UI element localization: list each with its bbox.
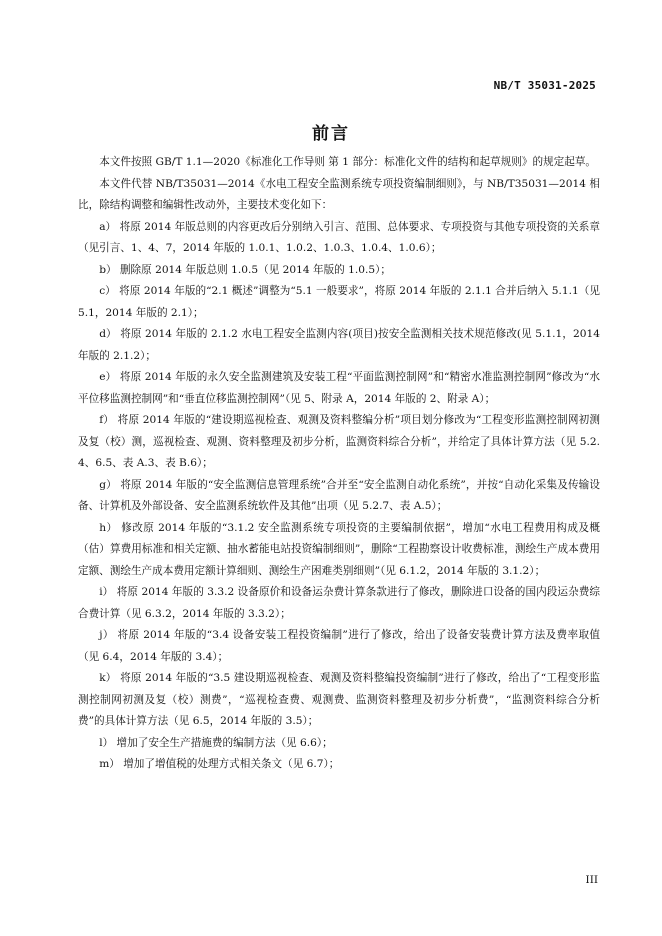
change-item-k: k） 将原 2014 年版的“3.5 建设期巡视检查、观测及资料整编投资编制”进行了修改，给出了“工程变形监测控制网初测及复（校）测费”，“巡视检查费、观测费、监测资料整理及初步分析费”，“监测资料综合分析费”的具体计算方法（见 6.5，2014 年版的 3.5）； [78,672,600,727]
change-item-h: h） 修改原 2014 年版的“3.1.2 安全监测系统专项投资的主要编制依据”，增加“水电工程费用构成及概（估）算费用标准和相关定额、抽水蓄能电站投资编制细则”，删除“工程勘察设计收费标准，测绘生产成本费用定额、测绘生产成本费用定额计算细则、测绘生产困难类别细则”（见 6.1.2，2014 年版的 3.1.2）； [78,521,600,577]
change-item-i: i） 将原 2014 年版的 3.3.2 设备原价和设备运杂费计算条款进行了修改，删除进口设备的国内段运杂费综合费计算（见 6.3.2，2014 年版的 3.3.2）； [78,586,600,620]
change-item-d: d） 将原 2014 年版的 2.1.2 水电工程安全监测内容(项目)按安全监测相关技术规范修改(见 5.1.1，2014 年版的 2.1.2）； [78,328,600,362]
change-item-b: b） 删除原 2014 年版总则 1.0.5（见 2014 年版的 1.0.5）； [99,263,391,276]
paragraph-replacement-intro: 本文件代替 NB/T35031—2014《水电工程安全监测系统专项投资编制细则》，与 NB/T35031—2014 相比，除结构调整和编辑性改动外，主要技术变化如下： [78,177,600,211]
change-item-g: g） 将原 2014 年版的“安全监测信息管理系统”合并至“安全监测自动化系统”，并按“自动化采集及传输设备、计算机及外部设备、安全监测系统软件及其他”出项（见 5.2.7、表 A.5）； [78,478,600,512]
change-item-l: l） 增加了安全生产措施费的编制方法（见 6.6）； [99,736,333,749]
change-item-c: c） 将原 2014 年版的“2.1 概述”调整为“5.1 一般要求”，将原 2014 年版的 2.1.1 合并后纳入 5.1.1（见 5.1，2014 年版的 2.1）； [78,285,600,319]
change-item-a: a） 将原 2014 年版总则的内容更改后分别纳入引言、范围、总体要求、专项投资与其他专项投资的关系章（见引言、1、4、7，2014 年版的 1.0.1、1.0.2、1.0.3、1.0.4、1.0.6）； [78,220,600,254]
paragraph-drafting-basis: 本文件按照 GB/T 1.1—2020《标准化工作导则 第 1 部分：标准化文件的结构和起草规则》的规定起草。 [99,156,597,168]
page-number: III [585,874,598,886]
change-item-e: e） 将原 2014 年版的永久安全监测建筑及安装工程“平面监测控制网”和“精密水准监测控制网”修改为“水平位移监测控制网”和“垂直位移监测控制网”（见 5、附录 A，2014 年版的 2、附录 A）； [78,371,600,405]
change-item-m: m） 增加了增值税的处理方式相关条文（见 6.7）； [99,758,340,770]
change-item-f: f） 将原 2014 年版的“建设期巡视检查、观测及资料整编分析”项目划分修改为“工程变形监测控制网初测及复（校）测，巡视检查、观测、资料整理及初步分析，监测资料综合分析”，并给定了具体计算方法（见 5.2.4、6.5、表 A.3、表 B.6）； [78,414,600,469]
foreword-body [78,152,600,776]
standard-number: NB/T 35031-2025 [493,79,596,92]
page-title: 前言 [312,124,350,144]
change-item-j: j） 将原 2014 年版的“3.4 设备安装工程投资编制”进行了修改，给出了设备安装费计算方法及费率取值（见 6.4，2014 年版的 3.4）； [78,629,600,663]
